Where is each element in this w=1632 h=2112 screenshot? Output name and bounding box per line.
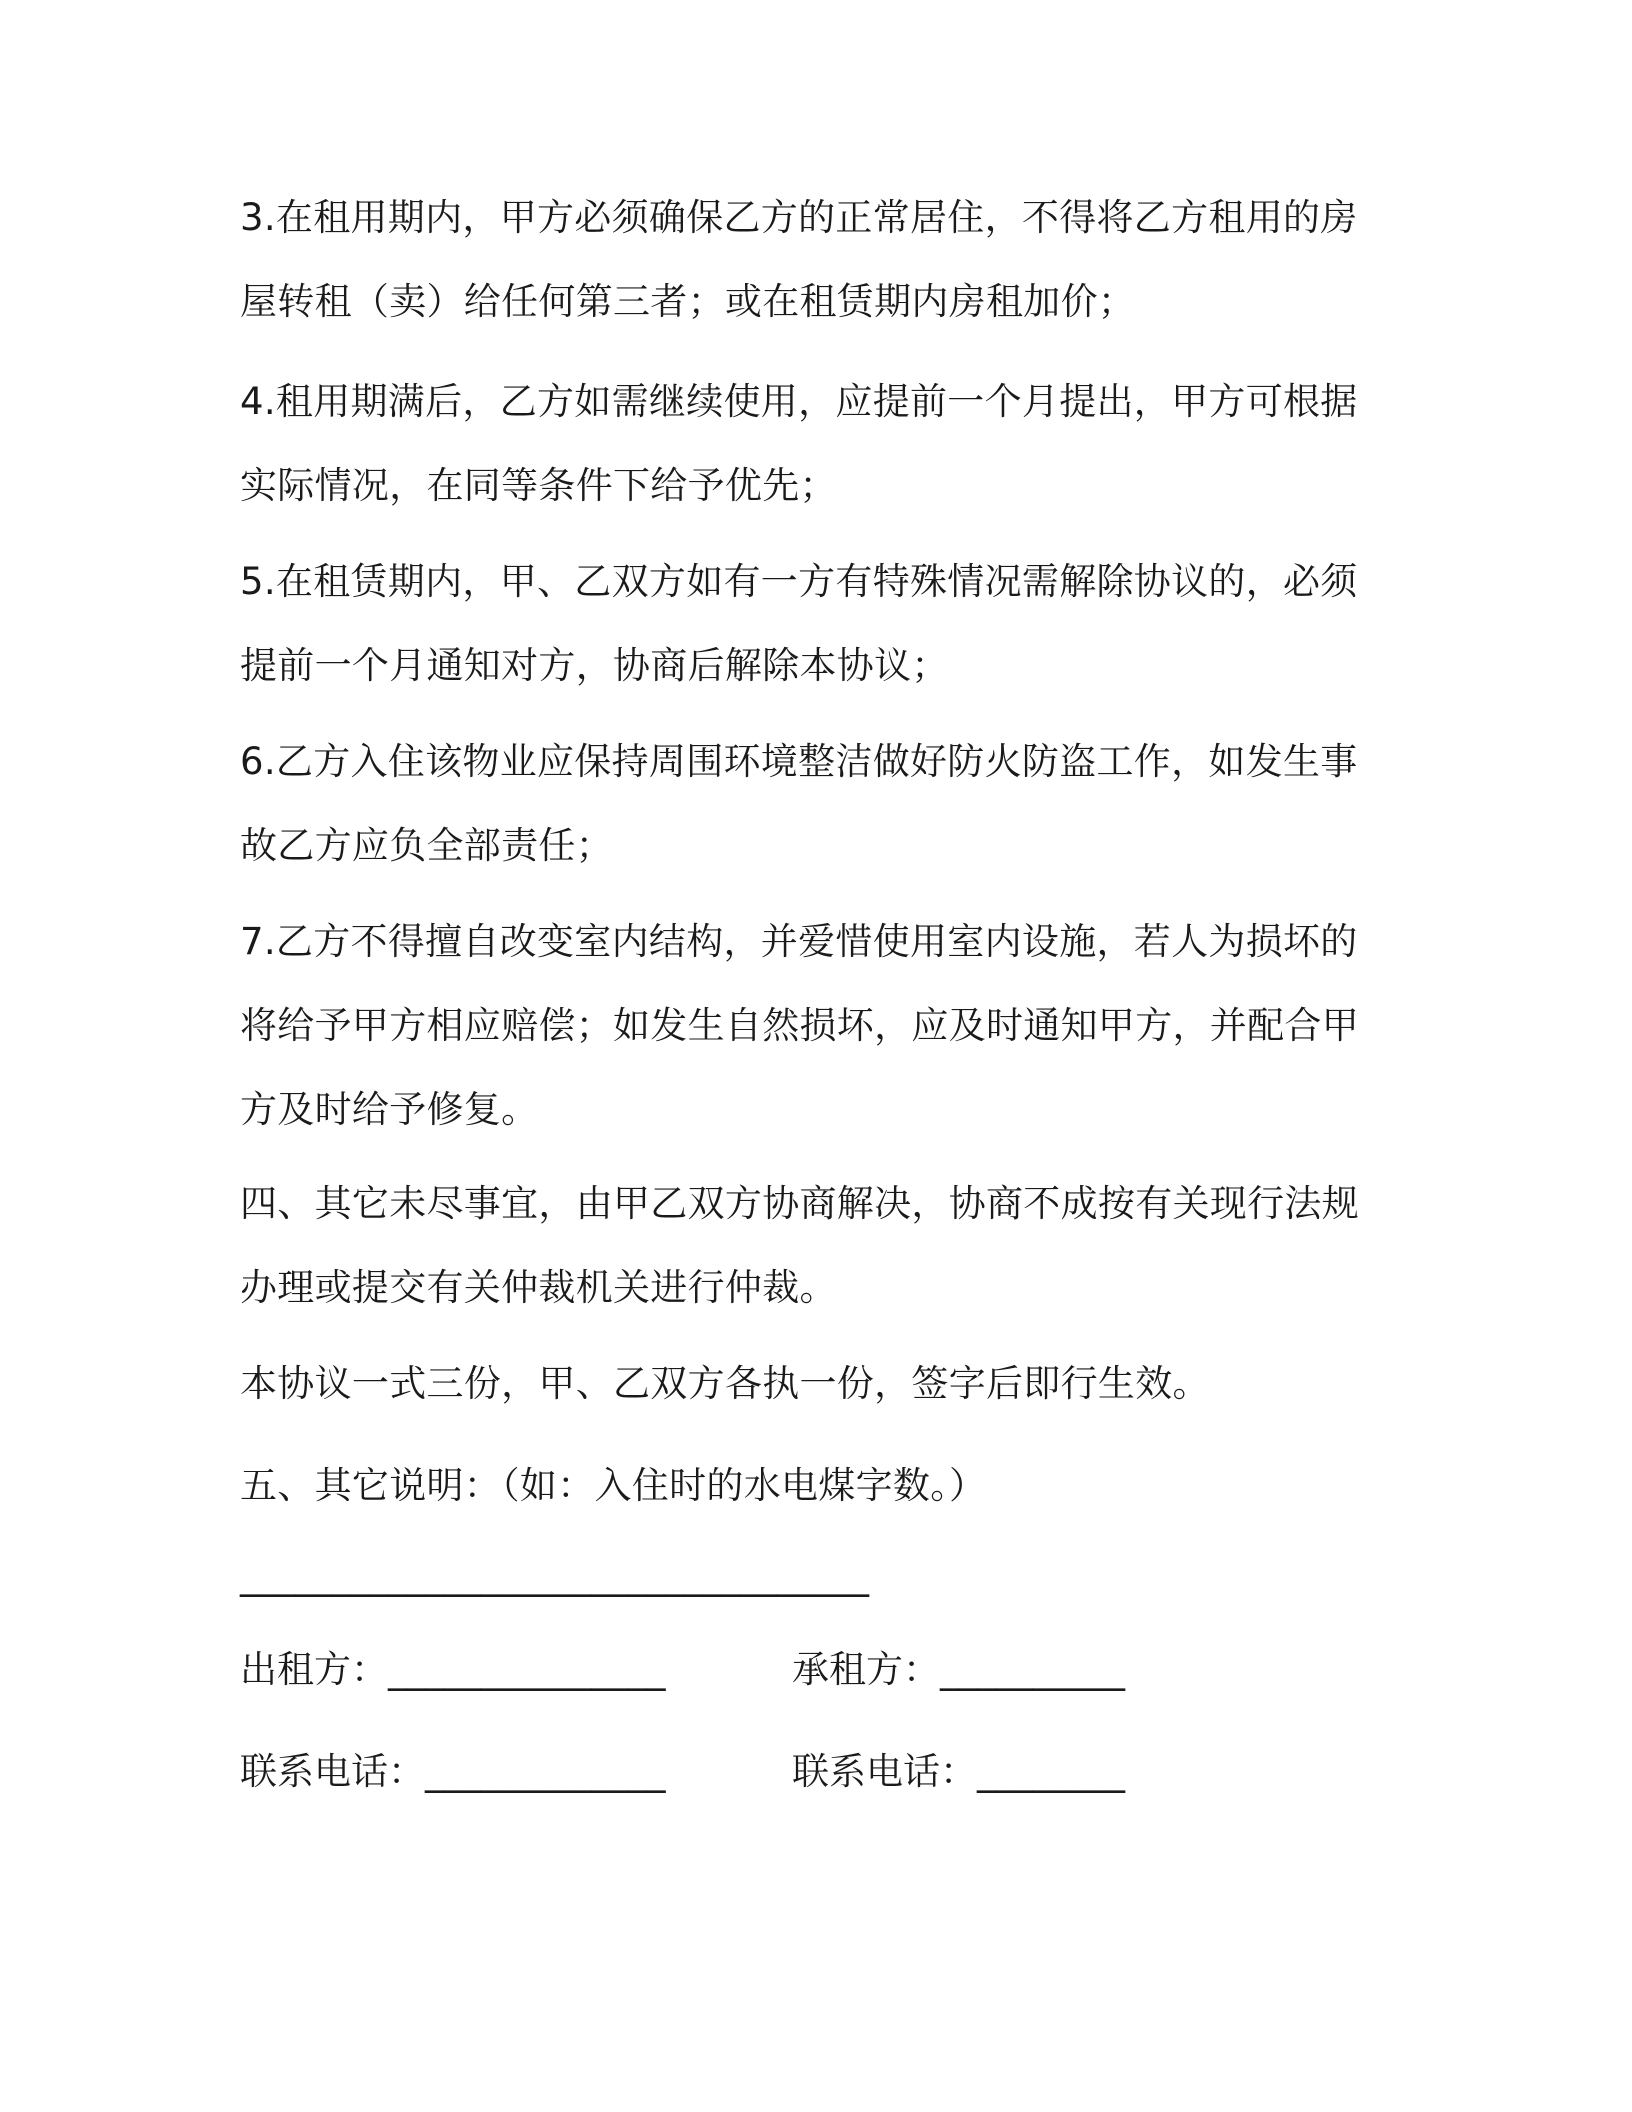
- clause-7-line-2: 将给予甲方相应赔偿；如发生自然损坏，应及时通知甲方，并配合甲: [240, 1004, 1359, 1047]
- section-4-line-1: 四、其它未尽事宜，由甲乙双方协商解决，协商不成按有关现行法规: [240, 1182, 1359, 1225]
- section-4-line-2: 办理或提交有关仲裁机关进行仲裁。: [240, 1266, 837, 1309]
- clause-6: [240, 720, 1380, 888]
- clause-3-line-1: 3.在租用期内，甲方必须确保乙方的正常居住，不得将乙方租用的房: [240, 196, 1358, 239]
- clause-3: [240, 176, 1380, 344]
- section-5: [240, 1444, 1380, 1528]
- copies-statement: [240, 1342, 1380, 1426]
- clause-3-line-2: 屋转租（卖）给任何第三者；或在租赁期内房租加价；: [240, 280, 1136, 323]
- lessor-signature-field: 出租方：_______________: [240, 1648, 666, 1691]
- clause-4: [240, 360, 1380, 528]
- section-4: [240, 1162, 1380, 1330]
- clause-5: [240, 540, 1380, 708]
- clause-6-line-1: 6.乙方入住该物业应保持周围环境整洁做好防火防盗工作，如发生事: [240, 740, 1358, 783]
- lessor-phone-field: 联系电话：_____________: [240, 1750, 666, 1793]
- lessee-phone-field: 联系电话：________: [792, 1750, 1125, 1793]
- clause-4-line-2: 实际情况，在同等条件下给予优先；: [240, 464, 837, 507]
- notes-blank-line: __________________________________: [240, 1554, 869, 1597]
- clause-7-line-1: 7.乙方不得擅自改变室内结构，并爱惜使用室内设施，若人为损坏的: [240, 920, 1358, 963]
- clause-5-line-1: 5.在租赁期内，甲、乙双方如有一方有特殊情况需解除协议的，必须: [240, 560, 1358, 603]
- clause-6-line-2: 故乙方应负全部责任；: [240, 824, 613, 867]
- clause-5-line-2: 提前一个月通知对方，协商后解除本协议；: [240, 644, 949, 687]
- clause-7: [240, 900, 1380, 1152]
- section-5-line: 五、其它说明：（如：入住时的水电煤字数。）: [240, 1464, 987, 1507]
- clause-4-line-1: 4.租用期满后，乙方如需继续使用，应提前一个月提出，甲方可根据: [240, 380, 1358, 423]
- clause-7-line-3: 方及时给予修复。: [240, 1088, 539, 1131]
- copies-statement-line: 本协议一式三份，甲、乙双方各执一份，签字后即行生效。: [240, 1362, 1210, 1405]
- lessee-signature-field: 承租方：__________: [792, 1648, 1125, 1691]
